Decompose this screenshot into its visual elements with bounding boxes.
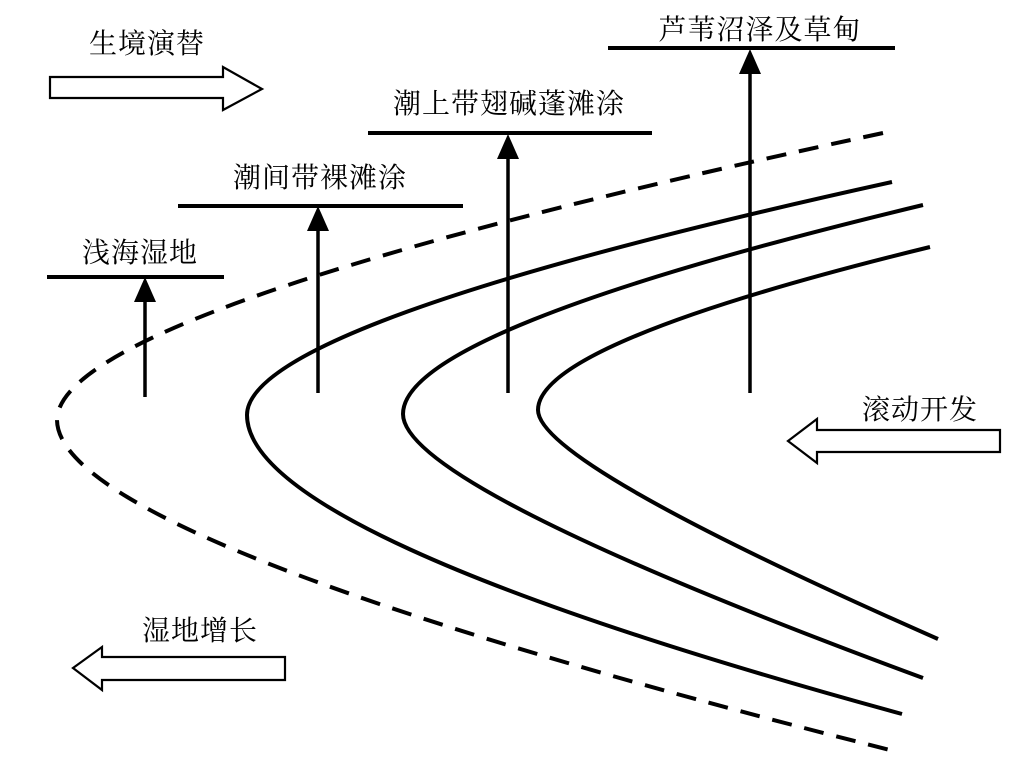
stage-arrow-3 — [497, 134, 519, 393]
stage-arrow-1-head-icon — [134, 277, 156, 302]
wetland-growth-left-arrow-icon — [73, 647, 285, 690]
habitat-succession-label: 生境演替 — [88, 28, 206, 59]
stage-arrow-4 — [739, 49, 761, 393]
stage-arrow-2 — [307, 206, 329, 393]
stage-arrow-2-head-icon — [307, 206, 329, 231]
stage-arrow-3-head-icon — [497, 134, 519, 159]
stage-label-reed-marsh-meadow: 芦苇沼泽及草甸 — [658, 14, 862, 45]
wetland-growth-label: 湿地增长 — [141, 615, 259, 646]
rolling-development-left-arrow-icon — [788, 419, 1000, 463]
stage-label-supratidal-suaeda-flat: 潮上带翅碱蓬滩涂 — [392, 88, 626, 119]
stage-label-shallow-sea-wetland: 浅海湿地 — [81, 237, 199, 268]
stage-arrow-4-head-icon — [739, 49, 761, 74]
stage-label-intertidal-bare-flat: 潮间带裸滩涂 — [232, 162, 408, 193]
habitat-succession-right-arrow-icon — [50, 67, 262, 110]
rolling-development-label: 滚动开发 — [861, 394, 979, 425]
